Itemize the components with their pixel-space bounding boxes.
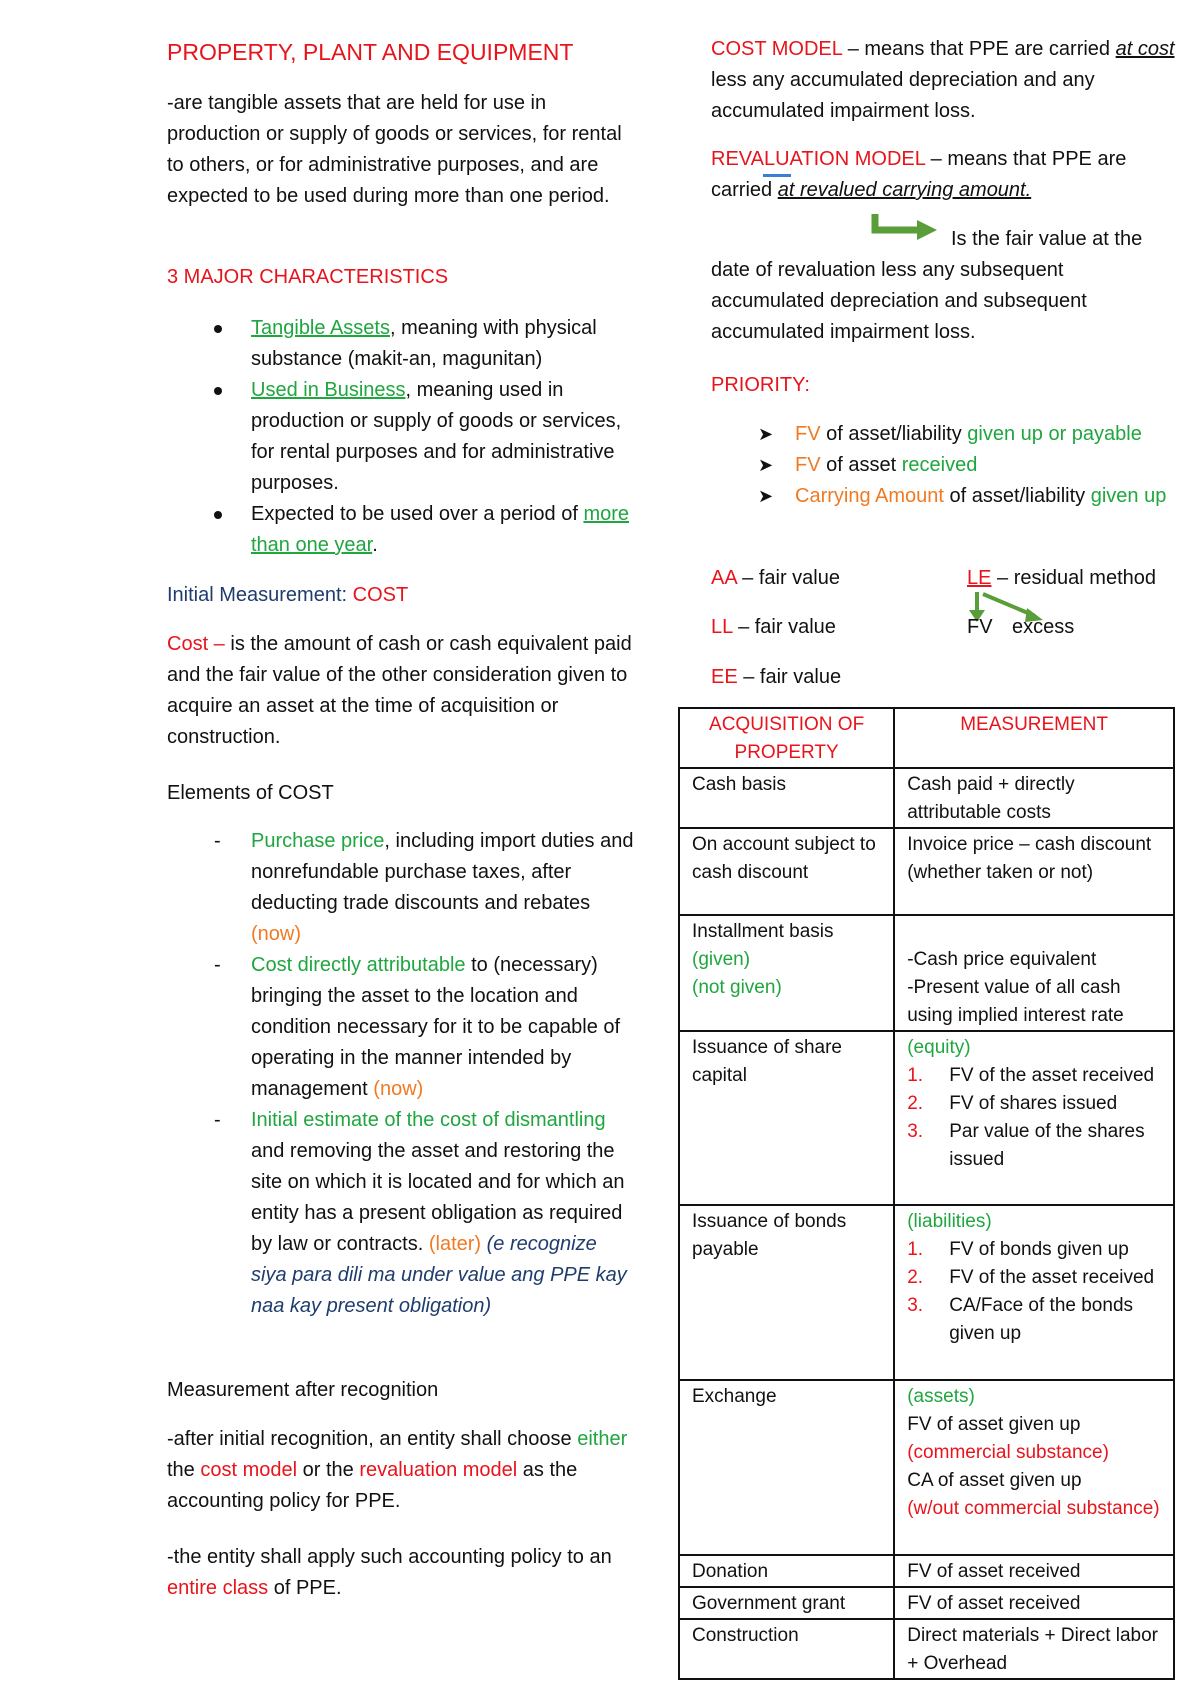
item-text: CA/Face of the bonds given up xyxy=(949,1295,1134,1344)
char-text: , meaning with physical substance (makit-an, magunitan) xyxy=(251,317,597,370)
table-cell xyxy=(679,915,894,1031)
given-tag: (given) xyxy=(692,949,751,970)
element-item xyxy=(214,826,637,950)
cell-text: CA of asset given up xyxy=(907,1470,1082,1491)
text: of asset/liability xyxy=(943,485,1091,507)
element-item xyxy=(214,950,637,1105)
initial-label: Initial Measurement: xyxy=(167,584,353,606)
priority-heading: PRIORITY: xyxy=(711,374,810,396)
cell-text: -Present value of all cash using implied interest rate xyxy=(907,977,1124,1026)
element-text: , including import duties and nonrefundable purchase taxes, after deducting trade discounts and rebates xyxy=(251,830,634,914)
characteristic-item xyxy=(251,499,637,561)
acquisition-measurement-table xyxy=(678,707,1175,1680)
table-row xyxy=(679,1205,1174,1380)
table-cell: Invoice price – cash discount (whether taken or not) xyxy=(894,828,1174,915)
char-term: Tangible Assets xyxy=(251,317,390,339)
table-cell: FV of asset received xyxy=(894,1587,1174,1619)
item-number: 3. xyxy=(907,1121,924,1142)
bullet-icon xyxy=(214,511,222,519)
item-text: FV of the asset received xyxy=(949,1267,1155,1288)
table-row xyxy=(679,1587,1174,1619)
table-row xyxy=(679,1031,1174,1205)
given-up-text: given up or payable xyxy=(967,423,1142,445)
bullet-icon xyxy=(214,387,222,395)
element-term: Initial estimate of the cost of dismantling xyxy=(251,1109,606,1131)
assets-tag: (assets) xyxy=(907,1386,975,1407)
table-row xyxy=(679,1380,1174,1555)
table-row xyxy=(679,1555,1174,1587)
table-cell: Government grant xyxy=(679,1587,894,1619)
table-cell xyxy=(894,1380,1174,1555)
le-fv-text: FV xyxy=(967,616,993,638)
element-tag: (now) xyxy=(373,1078,424,1100)
table-row xyxy=(679,768,1174,828)
page-title: PROPERTY, PLANT AND EQUIPMENT xyxy=(167,39,574,65)
table-cell xyxy=(894,1031,1174,1205)
after-recognition-heading: Measurement after recognition xyxy=(167,1379,439,1401)
table-cell: Construction xyxy=(679,1619,894,1679)
numbered-item xyxy=(907,1090,1161,1118)
text: of PPE. xyxy=(268,1577,342,1599)
ll-code: LL xyxy=(711,616,733,638)
revaluation-note: Is the fair value at the date of revaluation less any subsequent accumulated depreciation and subsequent accumulated impairment loss. xyxy=(711,228,1143,343)
numbered-item xyxy=(907,1236,1161,1264)
char-end: . xyxy=(372,534,378,556)
text: of asset xyxy=(820,454,902,476)
aa-code: AA xyxy=(711,567,737,589)
fv-text: FV xyxy=(795,423,821,445)
characteristic-item xyxy=(251,375,637,499)
priority-item xyxy=(758,419,1185,450)
underline-mark xyxy=(763,174,791,177)
cost-model-definition xyxy=(711,34,1181,127)
ll-line xyxy=(711,612,836,643)
not-given-tag: (not given) xyxy=(692,977,782,998)
table-cell xyxy=(894,1205,1174,1380)
received-text: received xyxy=(901,454,978,476)
arrowhead-icon: ➤ xyxy=(758,455,774,475)
ee-text: – fair value xyxy=(737,666,842,688)
equity-tag: (equity) xyxy=(907,1037,971,1058)
characteristic-item xyxy=(251,313,637,375)
table-cell: Issuance of bonds payable xyxy=(679,1205,894,1380)
item-text: Par value of the shares issued xyxy=(949,1121,1145,1170)
le-code: LE xyxy=(967,567,992,589)
le-excess-text: excess xyxy=(1012,616,1075,638)
initial-value: COST xyxy=(352,584,409,606)
text: or the xyxy=(297,1459,360,1481)
item-text: FV of the asset received xyxy=(949,1065,1155,1086)
liabilities-tag: (liabilities) xyxy=(907,1211,992,1232)
table-cell: Issuance of share capital xyxy=(679,1031,894,1205)
element-item xyxy=(214,1105,637,1322)
arrowhead-icon: ➤ xyxy=(758,424,774,444)
text: -after initial recognition, an entity shall choose xyxy=(167,1428,578,1450)
table-row xyxy=(679,915,1174,1031)
table-header-row xyxy=(679,708,1174,768)
ll-text: – fair value xyxy=(732,616,836,638)
at-cost-text: at cost xyxy=(1115,38,1175,60)
ppe-definition: -are tangible assets that are held for use in production or supply of goods or services, for rental to others, or for administrative purposes, and are expected to be used during more than one period. xyxy=(167,92,622,207)
text: the xyxy=(167,1459,201,1481)
cost-term: Cost – xyxy=(167,633,225,655)
element-term: Cost directly attributable xyxy=(251,954,466,976)
cost-def: is the amount of cash or cash equivalent paid and the fair value of the other consideration given to acquire an asset at the time of acquisition or construction. xyxy=(167,633,632,748)
item-text: FV of bonds given up xyxy=(949,1239,1129,1260)
item-text: FV of shares issued xyxy=(949,1093,1118,1114)
le-text: – residual method xyxy=(991,567,1157,589)
table-cell: Cash paid + directly attributable costs xyxy=(894,768,1174,828)
item-number: 1. xyxy=(907,1065,924,1086)
element-text: to (necessary) bringing the asset to the location and condition necessary for it to be capable of operating in the manner intended by management xyxy=(251,954,621,1100)
given-up-text: given up xyxy=(1090,485,1167,507)
ee-code: EE xyxy=(711,666,738,688)
arrowhead-icon: ➤ xyxy=(758,486,774,506)
either-text: either xyxy=(577,1428,628,1450)
revalued-amount-text: at revalued carrying amount. xyxy=(777,179,1032,201)
cell-text: FV of asset given up xyxy=(907,1414,1081,1435)
carrying-amount-text: Carrying Amount xyxy=(795,485,944,507)
char-text: Expected to be used over a period of xyxy=(251,503,584,525)
cost-model-text: cost model xyxy=(200,1459,298,1481)
table-cell: Direct materials + Direct labor + Overhead xyxy=(894,1619,1174,1679)
text: – means that PPE are carried xyxy=(842,38,1116,60)
numbered-item xyxy=(907,1062,1161,1090)
item-number: 3. xyxy=(907,1295,924,1316)
element-note: (e recognize siya para dili ma under value ang PPE kay naa kay present obligation) xyxy=(251,1233,627,1317)
dash-icon: - xyxy=(214,1109,221,1131)
revaluation-term: REVALUATION MODEL xyxy=(711,148,926,170)
cost-definition xyxy=(167,629,637,753)
characteristics-heading: 3 MAJOR CHARACTERISTICS xyxy=(167,266,449,288)
cost-model-term: COST MODEL xyxy=(711,38,843,60)
text: less any accumulated depreciation and any accumulated impairment loss. xyxy=(711,69,1095,122)
priority-item xyxy=(758,481,1185,512)
dash-icon: - xyxy=(214,954,221,976)
item-number: 1. xyxy=(907,1239,924,1260)
table-cell: Exchange xyxy=(679,1380,894,1555)
column-header-acquisition: ACQUISITION OF PROPERTY xyxy=(679,708,894,768)
column-header-measurement: MEASUREMENT xyxy=(894,708,1174,768)
commercial-substance-tag: (commercial substance) xyxy=(907,1442,1109,1463)
elements-heading: Elements of COST xyxy=(167,782,334,804)
numbered-item xyxy=(907,1264,1161,1292)
table-cell: Cash basis xyxy=(679,768,894,828)
element-text: and removing the asset and restoring the site on which it is located and for which an entity has a present obligation as required by law or contracts. xyxy=(251,1140,625,1255)
text: of asset/liability xyxy=(820,423,968,445)
item-number: 2. xyxy=(907,1267,924,1288)
table-cell: On account subject to cash discount xyxy=(679,828,894,915)
after-recognition-p2 xyxy=(167,1542,637,1604)
entire-class-text: entire class xyxy=(167,1577,269,1599)
text: -the entity shall apply such accounting policy to an xyxy=(167,1546,612,1568)
aa-line xyxy=(711,563,840,594)
char-text: , meaning used in production or supply of goods or services, for rental purposes and for administrative purposes. xyxy=(251,379,622,494)
cell-text: Installment basis xyxy=(692,921,834,942)
ee-line xyxy=(711,662,841,693)
no-commercial-substance-tag: (w/out commercial substance) xyxy=(907,1498,1160,1519)
after-recognition-p1 xyxy=(167,1424,637,1517)
table-cell: Donation xyxy=(679,1555,894,1587)
element-tag: (now) xyxy=(251,923,302,945)
dash-icon: - xyxy=(214,830,221,852)
element-term: Purchase price xyxy=(251,830,385,852)
priority-item xyxy=(758,450,1185,481)
table-row xyxy=(679,1619,1174,1679)
text: – means that PPE are carried xyxy=(711,148,1127,201)
text: as the accounting policy for PPE. xyxy=(167,1459,578,1512)
cell-text: -Cash price equivalent xyxy=(907,949,1097,970)
revaluation-model-text: revaluation model xyxy=(359,1459,518,1481)
table-cell: FV of asset received xyxy=(894,1555,1174,1587)
initial-measurement xyxy=(167,580,408,611)
numbered-item xyxy=(907,1118,1161,1174)
char-term: more than one year xyxy=(251,503,630,556)
bullet-icon xyxy=(214,325,222,333)
table-row xyxy=(679,828,1174,915)
item-number: 2. xyxy=(907,1093,924,1114)
fv-text: FV xyxy=(795,454,821,476)
char-term: Used in Business xyxy=(251,379,406,401)
element-tag: (later) xyxy=(428,1233,482,1255)
aa-text: – fair value xyxy=(736,567,840,589)
table-cell xyxy=(894,915,1174,1031)
numbered-item xyxy=(907,1292,1161,1348)
